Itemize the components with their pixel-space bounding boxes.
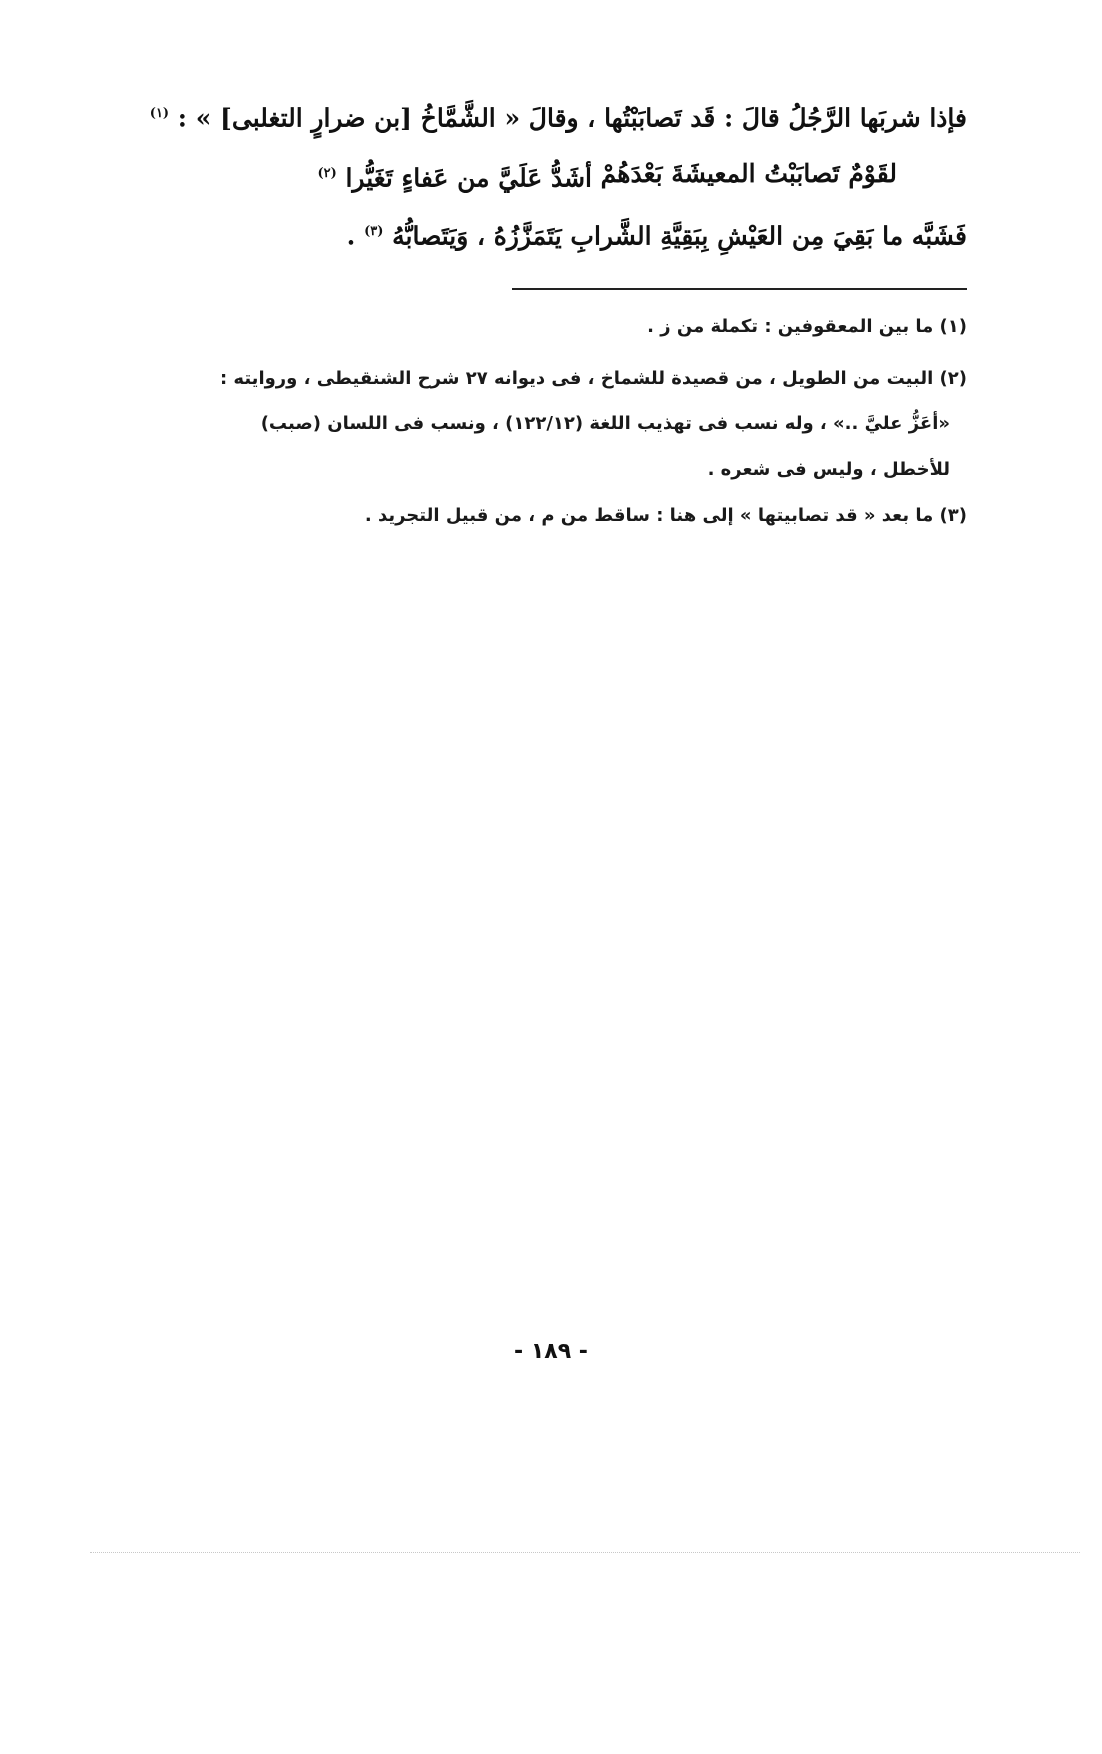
main-text-line-3-content: فَشَبَّه ما بَقِيَ مِن العَيْشِ بِبَقِيَّةِ الشَّرابِ يَتَمَزَّزُهُ ، وَيَتَصابُّهُ [392,221,967,251]
footnote-3: (٣) ما بعد « قد تصابيتها » إلى هنا : ساقط من م ، من قبيل التجريد . [364,505,967,526]
footnote-1: (١) ما بين المعقوفين : تكملة من ز . [647,316,967,337]
main-text-line-1 [150,97,967,135]
scan-edge-line [90,1552,1080,1553]
verse-first-hemistich [601,157,897,191]
main-text-line-3-end: . [346,221,356,251]
main-text-line-3 [347,215,967,253]
page-number: - ١٨٩ - [514,1339,588,1364]
footnote-2-line-3: للأخطل ، وليس فى شعره . [707,459,950,480]
footnote-ref-1: (١) [149,106,170,121]
footnote-ref-3: (٣) [364,224,384,239]
footnote-separator [512,288,967,290]
footnote-2-line-1: (٢) البيت من الطويل ، من قصيدة للشماخ ، فى ديوانه ٢٧ شرح الشنقيطى ، وروايته : [219,368,967,389]
footnote-2-line-2: «أعَزُّ عليَّ ..» ، وله نسب فى تهذيب اللغة (١٢٢/١٢) ، ونسب فى اللسان (صبب) [260,413,950,434]
verse-second-hemistich [317,157,592,195]
main-text-line-1-content: فإذا شربَها الرَّجُلُ قالَ : قَد تَصابَبْتُها ، وقالَ « الشَّمَّاخُ [بن ضرارٍ التغلبى] » : [177,103,967,133]
footnote-ref-2: (٢) [317,166,337,181]
verse-second-hemistich-text: أشَدُّ عَلَيَّ من عَفاءٍ تَغَيُّرا [345,163,592,193]
verse-first-hemistich-text: لقَوْمٌ تَصابَبْتُ المعيشَةَ بَعْدَهُمْ [600,159,897,188]
